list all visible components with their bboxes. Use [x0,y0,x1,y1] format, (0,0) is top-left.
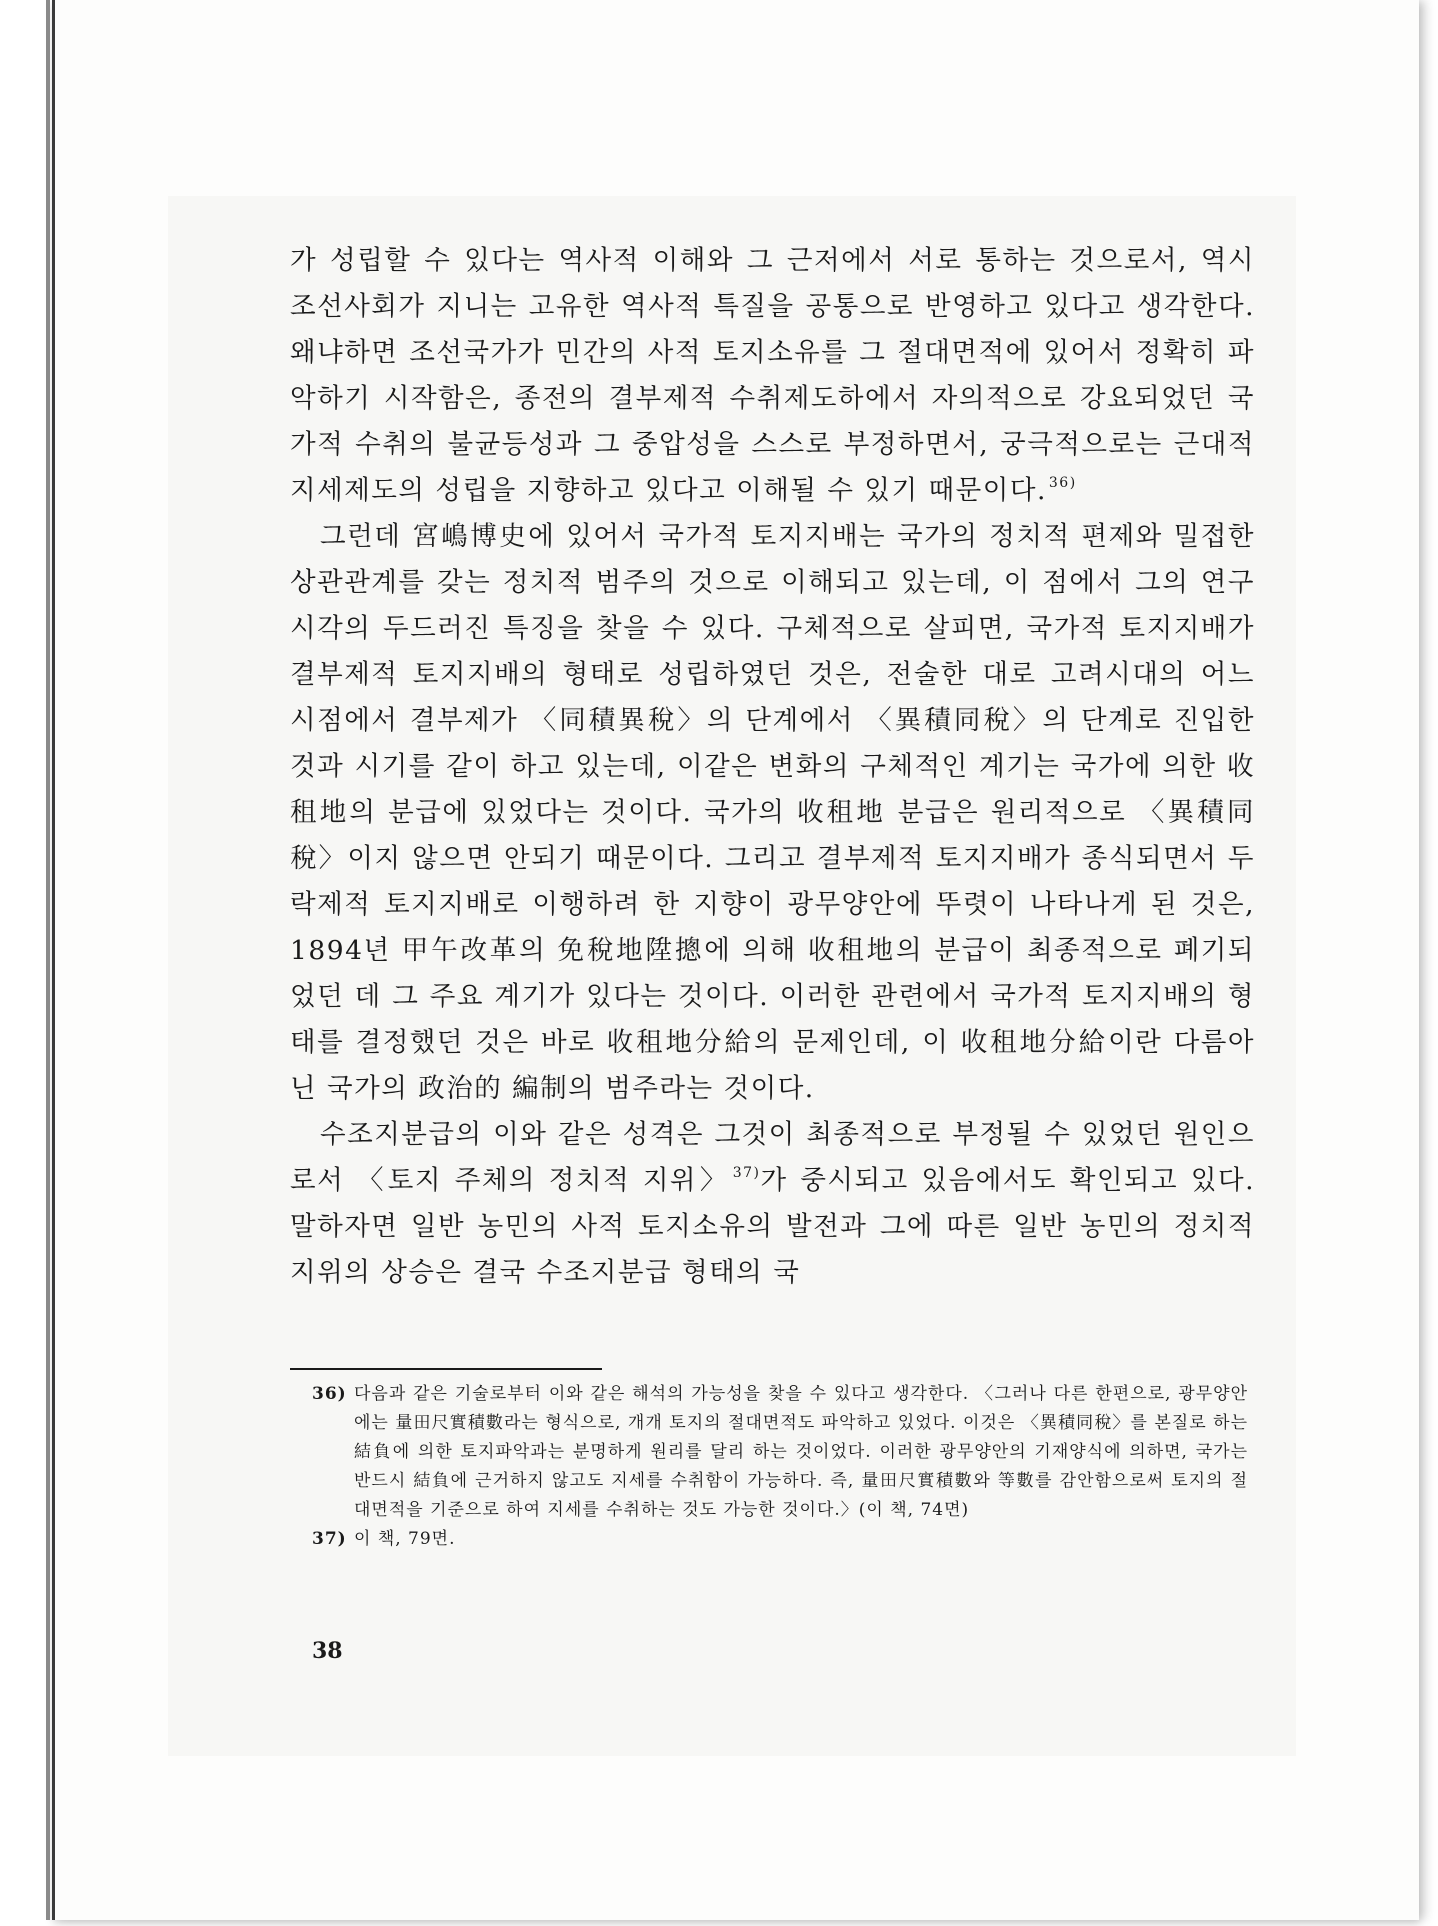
footnote-37 [312,1525,1248,1554]
footnote-divider [290,1368,602,1370]
footnote-text: 다음과 같은 기술로부터 이와 같은 해석의 가능성을 찾을 수 있다고 생각한다. 〈그러나 다른 한편으로, 광무양안에는 量田尺實積數라는 형식으로, 개개 토지의 절대면적도 파악하고 있었다. 이것은 〈異積同稅〉를 본질로 하는 結負에 의한 토지파악과는 분명하게 원리를 달리 하는 것이었다. 이러한 광무양안의 기재양식에 의하면, 국가는 반드시 結負에 근거하지 않고도 지세를 수취함이 가능하다. 즉, 量田尺實積數와 等數를 감안함으로써 토지의 절대면적을 기준으로 하여 지세를 수취하는 것도 가능한 것이다.〉(이 책, 74면) [354,1384,1248,1520]
page-number: 38 [312,1638,343,1664]
footnote-ref-37: 37) [732,1165,761,1181]
body-text [290,238,1255,1296]
paragraph-1-text: 가 성립할 수 있다는 역사적 이해와 그 근저에서 서로 통하는 것으로서, 역시 조선사회가 지니는 고유한 역사적 특질을 공통으로 반영하고 있다고 생각한다. 왜냐하면 조선국가가 민간의 사적 토지소유를 그 절대면적에 있어서 정확히 파악하기 시작함은, 종전의 결부제적 수취제도하에서 자의적으로 강요되었던 국가적 수취의 불균등성과 그 중압성을 스스로 부정하면서, 궁극적으로는 근대적 지세제도의 성립을 지향하고 있다고 이해될 수 있기 때문이다. [290,245,1255,506]
footnote-number: 36) [312,1384,347,1404]
paragraph-2-text: 그런데 宮嶋博史에 있어서 국가적 토지지배는 국가의 정치적 편제와 밀접한 상관관계를 갖는 정치적 범주의 것으로 이해되고 있는데, 이 점에서 그의 연구시각의 두드러진 특징을 찾을 수 있다. 구체적으로 살피면, 국가적 토지지배가 결부제적 토지지배의 형태로 성립하였던 것은, 전술한 대로 고려시대의 어느 시점에서 결부제가 〈同積異稅〉의 단계에서 〈異積同稅〉의 단계로 진입한 것과 시기를 같이 하고 있는데, 이같은 변화의 구체적인 계기는 국가에 의한 收租地의 분급에 있었다는 것이다. 국가의 收租地 분급은 원리적으로 〈異積同稅〉이지 않으면 안되기 때문이다. 그리고 결부제적 토지지배가 종식되면서 두락제적 토지지배로 이행하려 한 지향이 광무양안에 뚜렷이 나타나게 된 것은, 1894년 甲午改革의 免稅地陞摠에 의해 收租地의 분급이 최종적으로 폐기되었던 데 그 주요 계기가 있다는 것이다. 이러한 관련에서 국가적 토지지배의 형태를 결정했던 것은 바로 收租地分給의 문제인데, 이 收租地分給이란 다름아닌 국가의 政治的 編制의 범주라는 것이다. [290,521,1255,1104]
paragraph-3-text-before: 수조지분급의 이와 같은 성격은 그것이 최종적으로 부정될 수 있었던 원인으로서 〈토지 주체의 정치적 지위〉 [290,1119,1255,1196]
footnote-36 [312,1380,1248,1525]
paragraph-2 [290,514,1255,1112]
footnote-number: 37) [312,1529,347,1549]
paragraph-3 [290,1112,1255,1296]
paragraph-3-text-after: 가 중시되고 있음에서도 확인되고 있다. 말하자면 일반 농민의 사적 토지소유의 발전과 그에 따른 일반 농민의 정치적 지위의 상승은 결국 수조지분급 형태의 국 [290,1165,1256,1288]
footnote-text: 이 책, 79면. [354,1529,456,1549]
footnotes [312,1380,1248,1554]
footnote-ref-36: 36) [1048,475,1077,491]
paragraph-1 [290,238,1255,514]
